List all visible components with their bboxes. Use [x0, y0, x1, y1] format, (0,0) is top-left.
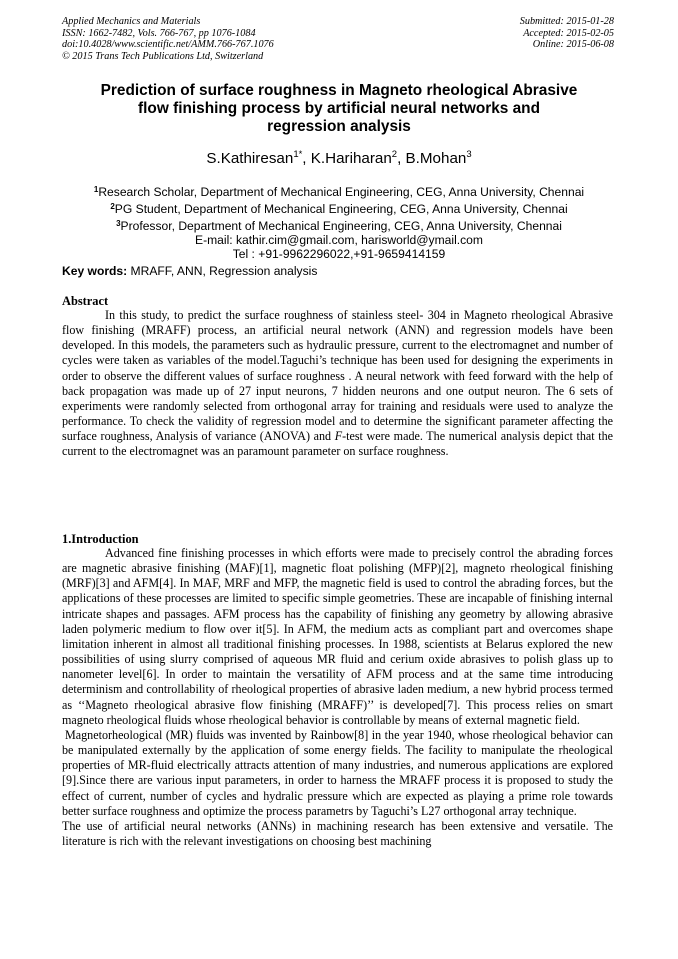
contact-email: E-mail: kathir.cim@gmail.com, harisworld@ymail.com — [195, 232, 483, 247]
journal-header — [62, 16, 274, 62]
journal-name: Applied Mechanics and Materials — [62, 16, 201, 27]
author-3-mark: 3 — [466, 149, 472, 160]
author-separator: , — [397, 150, 406, 167]
affiliation-2 — [62, 200, 616, 217]
abstract-section — [62, 294, 613, 460]
affiliation-3 — [62, 217, 616, 234]
affiliation-2-text: PG Student, Department of Mechanical Engineering, CEG, Anna University, Chennai — [114, 201, 568, 216]
author-3: B.Mohan — [405, 150, 467, 167]
introduction-section — [62, 532, 613, 849]
abstract-paragraph — [62, 308, 613, 460]
journal-issn: ISSN: 1662-7482, Vols. 766-767, pp 1076-1084 — [62, 27, 256, 39]
abstract-text-1: In this study, to predict the surface roughness of stainless steel- 304 in Magneto rheological Abrasive flow finishing (MRAFF) process, an artificial neural network (ANN) and regression models have been developed. In this models, the parameters such as hydraulic pressure, current to the electromagnet and number of cycles were taken as variables of the model.Taguchi’s technique has been used for designing the experiments in order to observe the different values of surface roughness . A neural network with feed forward with the help of back propagation was made up of 27 input neurons, 7 hidden neurons and one output neuron. The 6 sets of experiments were randomly selected from orthogonal array for training and residuals were used to analyze the performance. To check the validity of regression model and to determine the significant parameter affecting the surface roughness, Analysis of variance (ANOVA) and — [62, 308, 613, 444]
affiliation-2-mark: 2 — [110, 201, 115, 211]
journal-doi: doi:10.4028/www.scientific.net/AMM.766-767.1076 — [62, 39, 274, 51]
keywords-text: MRAFF, ANN, Regression analysis — [127, 264, 318, 278]
author-2-mark: 2 — [391, 149, 398, 160]
affiliation-1-text: Research Scholar, Department of Mechanical Engineering, CEG, Anna University, Chennai — [98, 185, 585, 199]
title-line-3: regression analysis — [267, 118, 411, 136]
submitted-date: Submitted: 2015-01-28 — [519, 16, 614, 27]
affiliation-3-text: Professor, Department of Mechanical Engineering, CEG, Anna University, Chennai — [120, 218, 562, 233]
abstract-text-2: -test were made. The numerical analysis depict that the current to the electromagnet was an paramount parameter on surface roughness. — [62, 429, 614, 459]
author-list — [62, 146, 616, 168]
affiliations — [62, 183, 616, 262]
affiliation-1 — [62, 183, 616, 200]
keywords — [62, 264, 317, 278]
author-2: K.Hariharan — [310, 150, 392, 167]
online-date: Online: 2015-06-08 — [532, 39, 614, 51]
paper-title — [80, 82, 598, 137]
affiliation-1-mark: 1 — [93, 185, 99, 194]
author-separator: , — [302, 150, 311, 167]
introduction-paragraph-3: The use of artificial neural networks (ANNs) in machining research has been extensive and versatile. The literature is rich with the relevant investigations on choosing best machining — [62, 818, 613, 848]
title-line-2: flow finishing process by artificial neural networks and — [138, 100, 540, 118]
abstract-f-italic: F — [334, 429, 343, 444]
author-1-mark: 1* — [293, 149, 303, 160]
dates-header — [520, 16, 614, 51]
introduction-paragraph-1: Advanced fine finishing processes in which efforts were made to precisely control the abrading forces are magnetic abrasive finishing (MAF)[1], magnetic float polishing (MFP)[2], magneto rheological finishing (MRF)[3] and AFM[4]. In MAF, MRF and MFP, the magnetic field is used to control the abrading forces, but the applications of these processes are limited to specific simple geometries. These are incapable of finishing internal intricate shapes and passages. AFM process has the capability of finishing any geometry by allowing abrasive laden polymeric medium to flow over it[5]. In AFM, the medium acts as compliant part and overcomes shape limitation inherent in almost all traditional finishing processes. In 1988, scientists at Belarus explored the new possibilities of using slurry comprised of aqueous MR fluid and cerium oxide abrasives to polish glass up to nanometer level[6]. In order to maintain the versatility of AFM process and at the same time introducing determinism and controllability of rheological properties of abrasive laden medium, a new hybrid process termed as ‘‘Magneto rheological abrasive flow finishing (MRAFF)’’ is developed[7]. This process relies on smart magneto rheological fluids whose rheological behavior is controllable by means of external magnetic field. — [62, 546, 613, 727]
affiliation-3-mark: 3 — [116, 218, 121, 228]
journal-copyright: © 2015 Trans Tech Publications Ltd, Switzerland — [62, 50, 264, 62]
introduction-heading: 1.Introduction — [62, 532, 139, 546]
introduction-paragraph-2: Magnetorheological (MR) fluids was invented by Rainbow[8] in the year 1940, whose rheological behavior can be manipulated externally by the application of some energy fields. The facility to manipulate the rheological properties of MR-fluid electrically attracts attention of many industries, and numerous applications are explored [9].Since there are various input parameters, in order to harness the MRAFF process it is proposed to study the effect of current, number of cycles and hydralic pressure which are expected as playing a prime role towards better surface roughness and optimize the process parametrs by Taguchi’s L27 orthogonal array technique. — [62, 727, 613, 818]
keywords-label: Key words: — [62, 264, 128, 278]
accepted-date: Accepted: 2015-02-05 — [523, 27, 614, 39]
title-line-1: Prediction of surface roughness in Magneto rheological Abrasive — [100, 82, 578, 99]
abstract-heading: Abstract — [62, 294, 109, 308]
author-1: S.Kathiresan — [206, 150, 294, 167]
contact-phone: Tel : +91-9962296022,+91-9659414159 — [232, 246, 446, 261]
